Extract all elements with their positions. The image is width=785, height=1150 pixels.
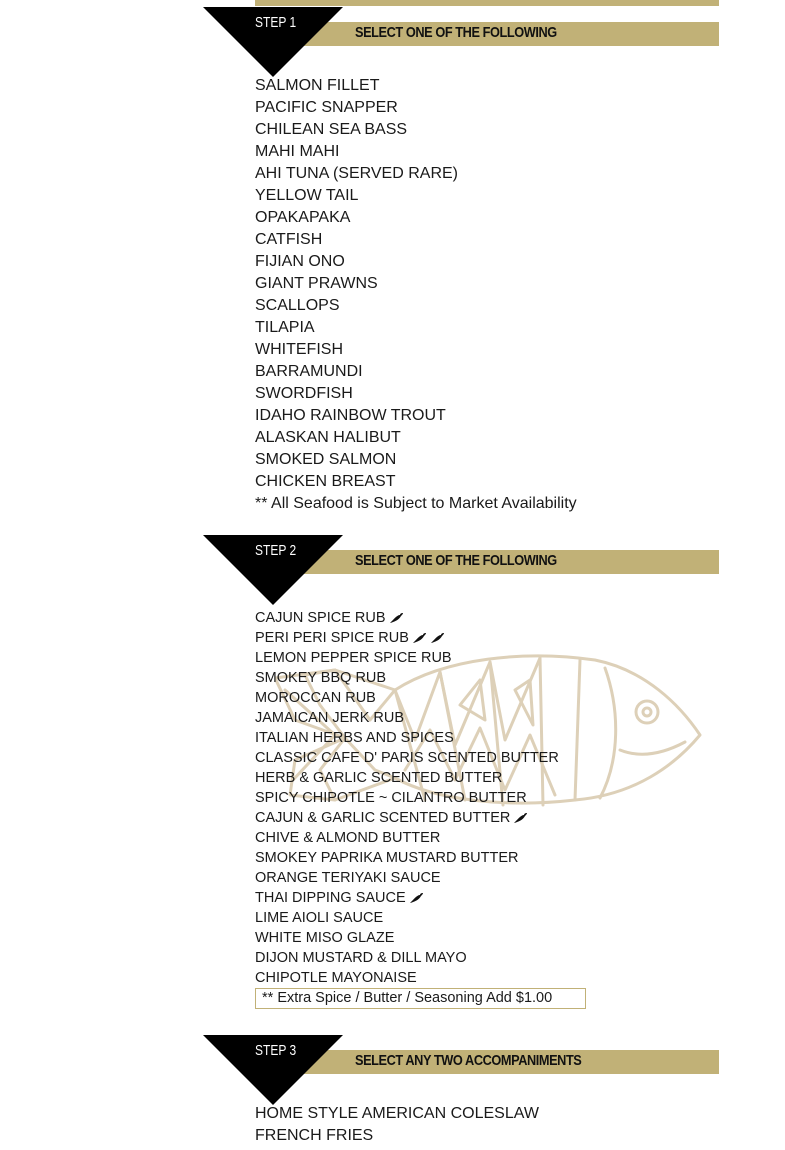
list-item-label: LEMON PEPPER SPICE RUB xyxy=(255,650,452,666)
list-item-label: CAJUN SPICE RUB xyxy=(255,610,386,626)
step-2-heading-band xyxy=(300,550,719,574)
list-item: PACIFIC SNAPPER xyxy=(255,99,398,116)
list-item xyxy=(255,788,559,808)
list-item xyxy=(255,648,559,668)
list-item: YELLOW TAIL xyxy=(255,187,359,204)
list-item: HOME STYLE AMERICAN COLESLAW xyxy=(255,1105,539,1122)
list-item xyxy=(255,848,559,868)
step-3-heading-band xyxy=(300,1050,719,1074)
list-item xyxy=(255,608,559,628)
list-item xyxy=(255,668,559,688)
list-item-label: JAMAICAN JERK RUB xyxy=(255,710,405,726)
list-item: AHI TUNA (SERVED RARE) xyxy=(255,165,459,182)
step-1-heading-band xyxy=(300,22,719,46)
step-1-options-list xyxy=(255,75,577,515)
list-item xyxy=(255,968,559,988)
list-item: SMOKED SALMON xyxy=(255,451,397,468)
list-item-label: WHITE MISO GLAZE xyxy=(255,930,395,946)
extra-charge-note: ** Extra Spice / Butter / Seasoning Add $1.00 xyxy=(255,988,586,1009)
list-item: FRENCH FRIES xyxy=(255,1127,374,1144)
list-item-label: CHIPOTLE MAYONAISE xyxy=(255,970,417,986)
list-item xyxy=(255,708,559,728)
list-item xyxy=(255,688,559,708)
list-item xyxy=(255,768,559,788)
list-item-label: PERI PERI SPICE RUB xyxy=(255,630,409,646)
list-item: FIJIAN ONO xyxy=(255,253,345,270)
list-item xyxy=(255,828,559,848)
list-item: CATFISH xyxy=(255,231,323,248)
list-item-label: SMOKEY PAPRIKA MUSTARD BUTTER xyxy=(255,850,519,866)
step-3-label: STEP 3 xyxy=(255,1042,297,1059)
list-item-label: THAI DIPPING SAUCE xyxy=(255,890,406,906)
list-item-label: CHIVE & ALMOND BUTTER xyxy=(255,830,441,846)
list-item: ALASKAN HALIBUT xyxy=(255,429,401,446)
chili-pepper-icon xyxy=(430,632,445,644)
list-item-label: CAJUN & GARLIC SCENTED BUTTER xyxy=(255,810,511,826)
list-item: SALMON FILLET xyxy=(255,77,380,94)
chili-pepper-icon xyxy=(513,812,528,824)
list-item xyxy=(255,928,559,948)
list-item xyxy=(255,888,559,908)
list-item-label: HERB & GARLIC SCENTED BUTTER xyxy=(255,770,503,786)
step-2-heading: SELECT ONE OF THE FOLLOWING xyxy=(355,552,557,569)
list-item xyxy=(255,908,559,928)
list-item: SWORDFISH xyxy=(255,385,353,402)
list-item-label: SMOKEY BBQ RUB xyxy=(255,670,387,686)
availability-note: ** All Seafood is Subject to Market Availability xyxy=(255,495,577,512)
list-item-label: CLASSIC CAFE D' PARIS SCENTED BUTTER xyxy=(255,750,559,766)
chili-pepper-icon xyxy=(389,612,404,624)
step-1-label: STEP 1 xyxy=(255,14,297,31)
list-item: CHILEAN SEA BASS xyxy=(255,121,408,138)
list-item: CHICKEN BREAST xyxy=(255,473,396,490)
step-3-heading: SELECT ANY TWO ACCOMPANIMENTS xyxy=(355,1052,582,1069)
top-accent-bar xyxy=(255,0,719,6)
step-1-heading: SELECT ONE OF THE FOLLOWING xyxy=(355,24,557,41)
chili-pepper-icon xyxy=(412,632,427,644)
step-2-options-list xyxy=(255,608,559,988)
list-item-label: ORANGE TERIYAKI SAUCE xyxy=(255,870,441,886)
list-item: MAHI MAHI xyxy=(255,143,340,160)
list-item xyxy=(255,808,559,828)
list-item xyxy=(255,948,559,968)
list-item-label: SPICY CHIPOTLE ~ CILANTRO BUTTER xyxy=(255,790,527,806)
list-item-label: LIME AIOLI SAUCE xyxy=(255,910,384,926)
list-item: TILAPIA xyxy=(255,319,315,336)
list-item-label: MOROCCAN RUB xyxy=(255,690,376,706)
step-2-label: STEP 2 xyxy=(255,542,297,559)
list-item-label: ITALIAN HERBS AND SPICES xyxy=(255,730,454,746)
list-item xyxy=(255,728,559,748)
step-3-options-list xyxy=(255,1103,539,1147)
chili-pepper-icon xyxy=(409,892,424,904)
list-item: IDAHO RAINBOW TROUT xyxy=(255,407,446,424)
list-item: BARRAMUNDI xyxy=(255,363,363,380)
list-item xyxy=(255,748,559,768)
list-item: WHITEFISH xyxy=(255,341,343,358)
list-item: GIANT PRAWNS xyxy=(255,275,378,292)
list-item xyxy=(255,868,559,888)
list-item: OPAKAPAKA xyxy=(255,209,351,226)
list-item xyxy=(255,628,559,648)
list-item: SCALLOPS xyxy=(255,297,340,314)
list-item-label: DIJON MUSTARD & DILL MAYO xyxy=(255,950,467,966)
